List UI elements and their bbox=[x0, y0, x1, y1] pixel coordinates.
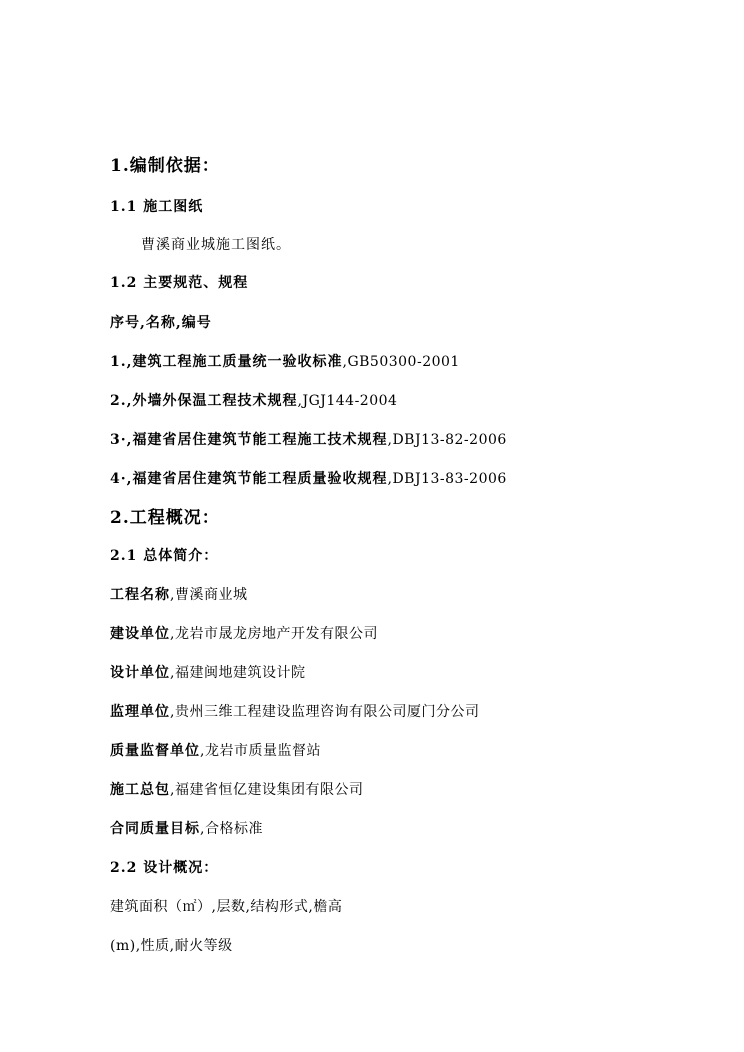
info-row bbox=[110, 702, 479, 722]
reg-name: 4·,福建省居住建筑节能工程质量验收规程 bbox=[110, 471, 388, 487]
design-overview-line-1: 建筑面积（㎡）,层数,结构形式,檐高 bbox=[110, 899, 343, 915]
info-row bbox=[110, 741, 321, 761]
drawings-text: 曹溪商业城施工图纸。 bbox=[141, 237, 291, 253]
info-label: 质量监督单位 bbox=[110, 743, 200, 759]
info-row bbox=[110, 585, 247, 605]
reg-item bbox=[110, 469, 507, 489]
info-value: ,福建闽地建筑设计院 bbox=[170, 665, 306, 681]
info-value: ,福建省恒亿建设集团有限公司 bbox=[170, 782, 364, 798]
section-1-2-heading: 1.2 主要规范、规程 bbox=[110, 275, 249, 291]
section-2-1-heading: 2.1 总体简介： bbox=[110, 548, 219, 564]
section-2-heading: 2.工程概况： bbox=[110, 508, 220, 528]
reg-code: ,DBJ13-83-2006 bbox=[387, 471, 507, 487]
info-label: 工程名称 bbox=[110, 587, 170, 603]
info-label: 建设单位 bbox=[110, 626, 170, 642]
info-row bbox=[110, 663, 305, 683]
reg-item bbox=[110, 352, 460, 372]
info-row bbox=[110, 780, 363, 800]
info-value: ,合格标准 bbox=[200, 821, 263, 837]
section-2-2-heading: 2.2 设计概况： bbox=[110, 860, 219, 876]
info-label: 合同质量目标 bbox=[110, 821, 200, 837]
info-value: ,贵州三维工程建设监理咨询有限公司厦门分公司 bbox=[170, 704, 480, 720]
regs-header: 序号,名称,编号 bbox=[110, 315, 212, 331]
info-row bbox=[110, 819, 263, 839]
info-label: 监理单位 bbox=[110, 704, 170, 720]
info-label: 设计单位 bbox=[110, 665, 170, 681]
info-value: ,龙岩市晟龙房地产开发有限公司 bbox=[170, 626, 378, 642]
design-overview-line-2: (m),性质,耐火等级 bbox=[110, 938, 233, 954]
info-label: 施工总包 bbox=[110, 782, 170, 798]
info-value: ,龙岩市质量监督站 bbox=[200, 743, 321, 759]
section-1-1-heading: 1.1 施工图纸 bbox=[110, 199, 204, 215]
reg-name: 3·,福建省居住建筑节能工程施工技术规程 bbox=[110, 432, 388, 448]
reg-item bbox=[110, 391, 397, 411]
info-value: ,曹溪商业城 bbox=[170, 587, 248, 603]
reg-code: ,GB50300-2001 bbox=[342, 354, 460, 370]
reg-item bbox=[110, 430, 507, 450]
reg-code: ,JGJ144-2004 bbox=[297, 393, 398, 409]
section-1-heading: 1.编制依据： bbox=[110, 156, 220, 176]
reg-code: ,DBJ13-82-2006 bbox=[387, 432, 507, 448]
reg-name: 1.,建筑工程施工质量统一验收标准 bbox=[110, 354, 343, 370]
info-row bbox=[110, 624, 378, 644]
reg-name: 2.,外墙外保温工程技术规程 bbox=[110, 393, 298, 409]
